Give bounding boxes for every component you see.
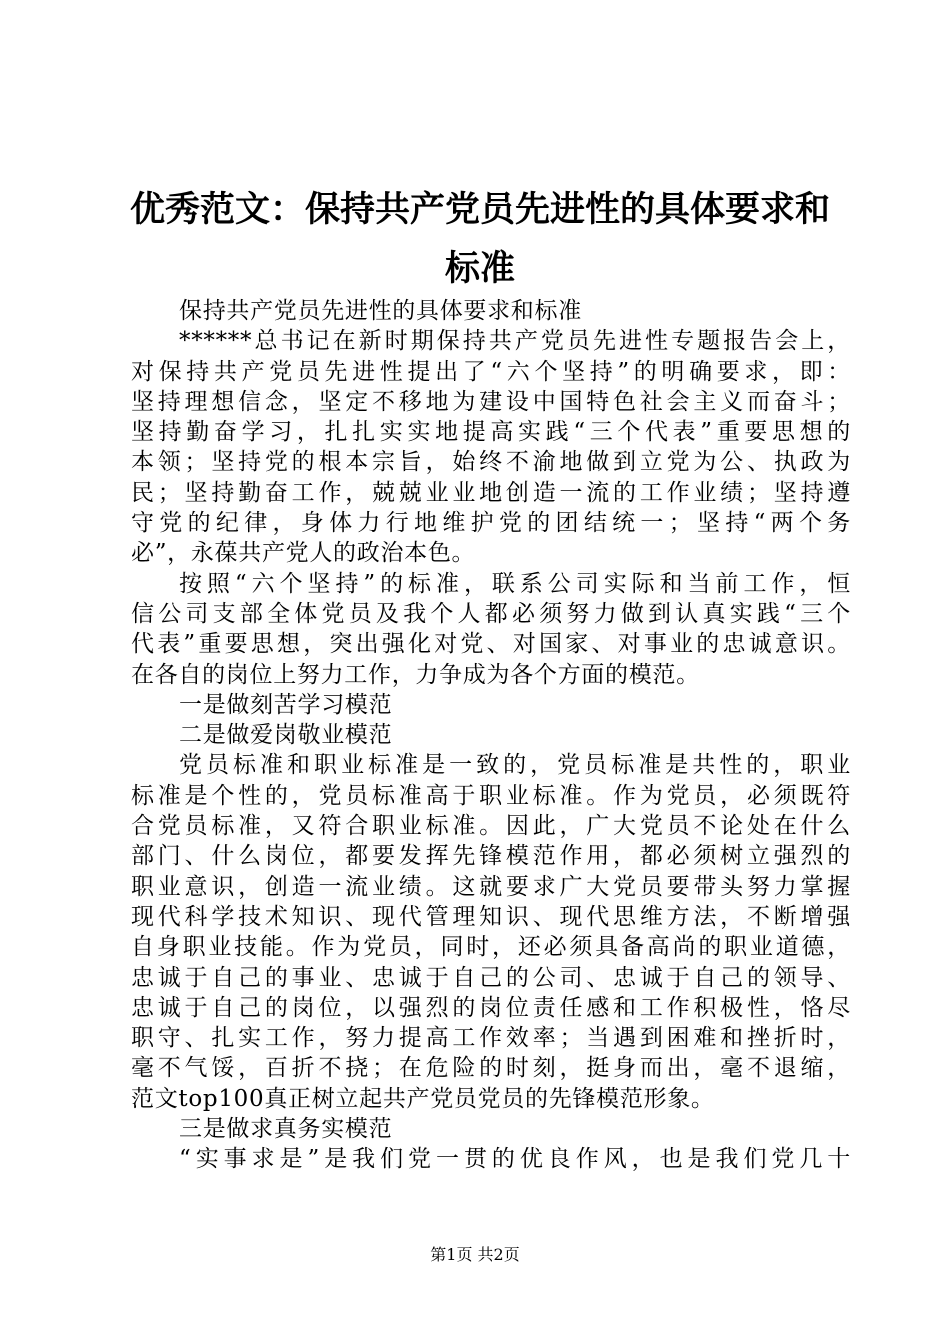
paragraph-line: 信公司支部全体党员及我个人都必须努力做到认真实践“三个: [131, 600, 851, 627]
paragraph-line: 守党的纪律，身体力行地维护党的团结统一；坚持“两个务: [131, 510, 851, 537]
paragraph-line: 对保持共产党员先进性提出了“六个坚持”的明确要求，即：: [131, 358, 851, 385]
paragraph-line: 合党员标准，又符合职业标准。因此，广大党员不论处在什么: [131, 813, 851, 840]
paragraph-line: 坚持勤奋学习，扎扎实实地提高实践“三个代表”重要思想的: [131, 419, 851, 446]
paragraph-line: 忠诚于自己的事业、忠诚于自己的公司、忠诚于自己的领导、: [131, 964, 851, 991]
paragraph-line: 忠诚于自己的岗位，以强烈的岗位责任感和工作积极性，恪尽: [131, 994, 851, 1021]
paragraph-line: 在各自的岗位上努力工作，力争成为各个方面的模范。: [131, 661, 700, 688]
section-heading: 二是做爱岗敬业模范: [179, 722, 393, 749]
paragraph-line: “实事求是”是我们党一贯的优良作风，也是我们党几十: [179, 1146, 851, 1173]
paragraph-line: 职业意识，创造一流业绩。这就要求广大党员要带头努力掌握: [131, 873, 851, 900]
paragraph-line: 职守、扎实工作，努力提高工作效率；当遇到困难和挫折时，: [131, 1025, 851, 1052]
paragraph-line: 范文top100真正树立起共产党员党员的先锋模范形象。: [131, 1085, 715, 1112]
paragraph-line: 党员标准和职业标准是一致的，党员标准是共性的，职业: [179, 752, 851, 779]
paragraph-line: 自身职业技能。作为党员，同时，还必须具备高尚的职业道德，: [131, 934, 851, 961]
paragraph-line: 标准是个性的，党员标准高于职业标准。作为党员，必须既符: [131, 782, 851, 809]
section-heading: 三是做求真务实模范: [179, 1116, 393, 1143]
paragraph-line: 坚持理想信念，坚定不移地为建设中国特色社会主义而奋斗；: [131, 388, 851, 415]
subtitle-line: 保持共产党员先进性的具体要求和标准: [179, 298, 582, 324]
paragraph-line: 部门、什么岗位，都要发挥先锋模范作用，都必须树立强烈的: [131, 843, 851, 870]
section-heading: 一是做刻苦学习模范: [179, 691, 393, 718]
document-title-line-2: 标准: [444, 249, 515, 289]
paragraph-line: 现代科学技术知识、现代管理知识、现代思维方法，不断增强: [131, 903, 851, 930]
document-body: [131, 296, 851, 1175]
paragraph-line: 按照“六个坚持”的标准，联系公司实际和当前工作，恒: [179, 570, 851, 597]
paragraph-line: 民；坚持勤奋工作，兢兢业业地创造一流的工作业绩；坚持遵: [131, 479, 851, 506]
page-number-footer: 第1页 共2页: [430, 1245, 520, 1264]
paragraph-line: ******总书记在新时期保持共产党员先进性专题报告会上，: [179, 328, 851, 355]
document-title-line-1: 优秀范文：保持共产党员先进性的具体要求和: [129, 190, 830, 230]
paragraph-line: 本领；坚持党的根本宗旨，始终不渝地做到立党为公、执政为: [131, 449, 851, 476]
paragraph-line: 代表”重要思想，突出强化对党、对国家、对事业的忠诚意识。: [131, 631, 851, 658]
paragraph-line: 毫不气馁，百折不挠；在危险的时刻，挺身而出，毫不退缩，: [131, 1055, 851, 1082]
paragraph-line: 必”，永葆共产党人的政治本色。: [131, 540, 476, 567]
